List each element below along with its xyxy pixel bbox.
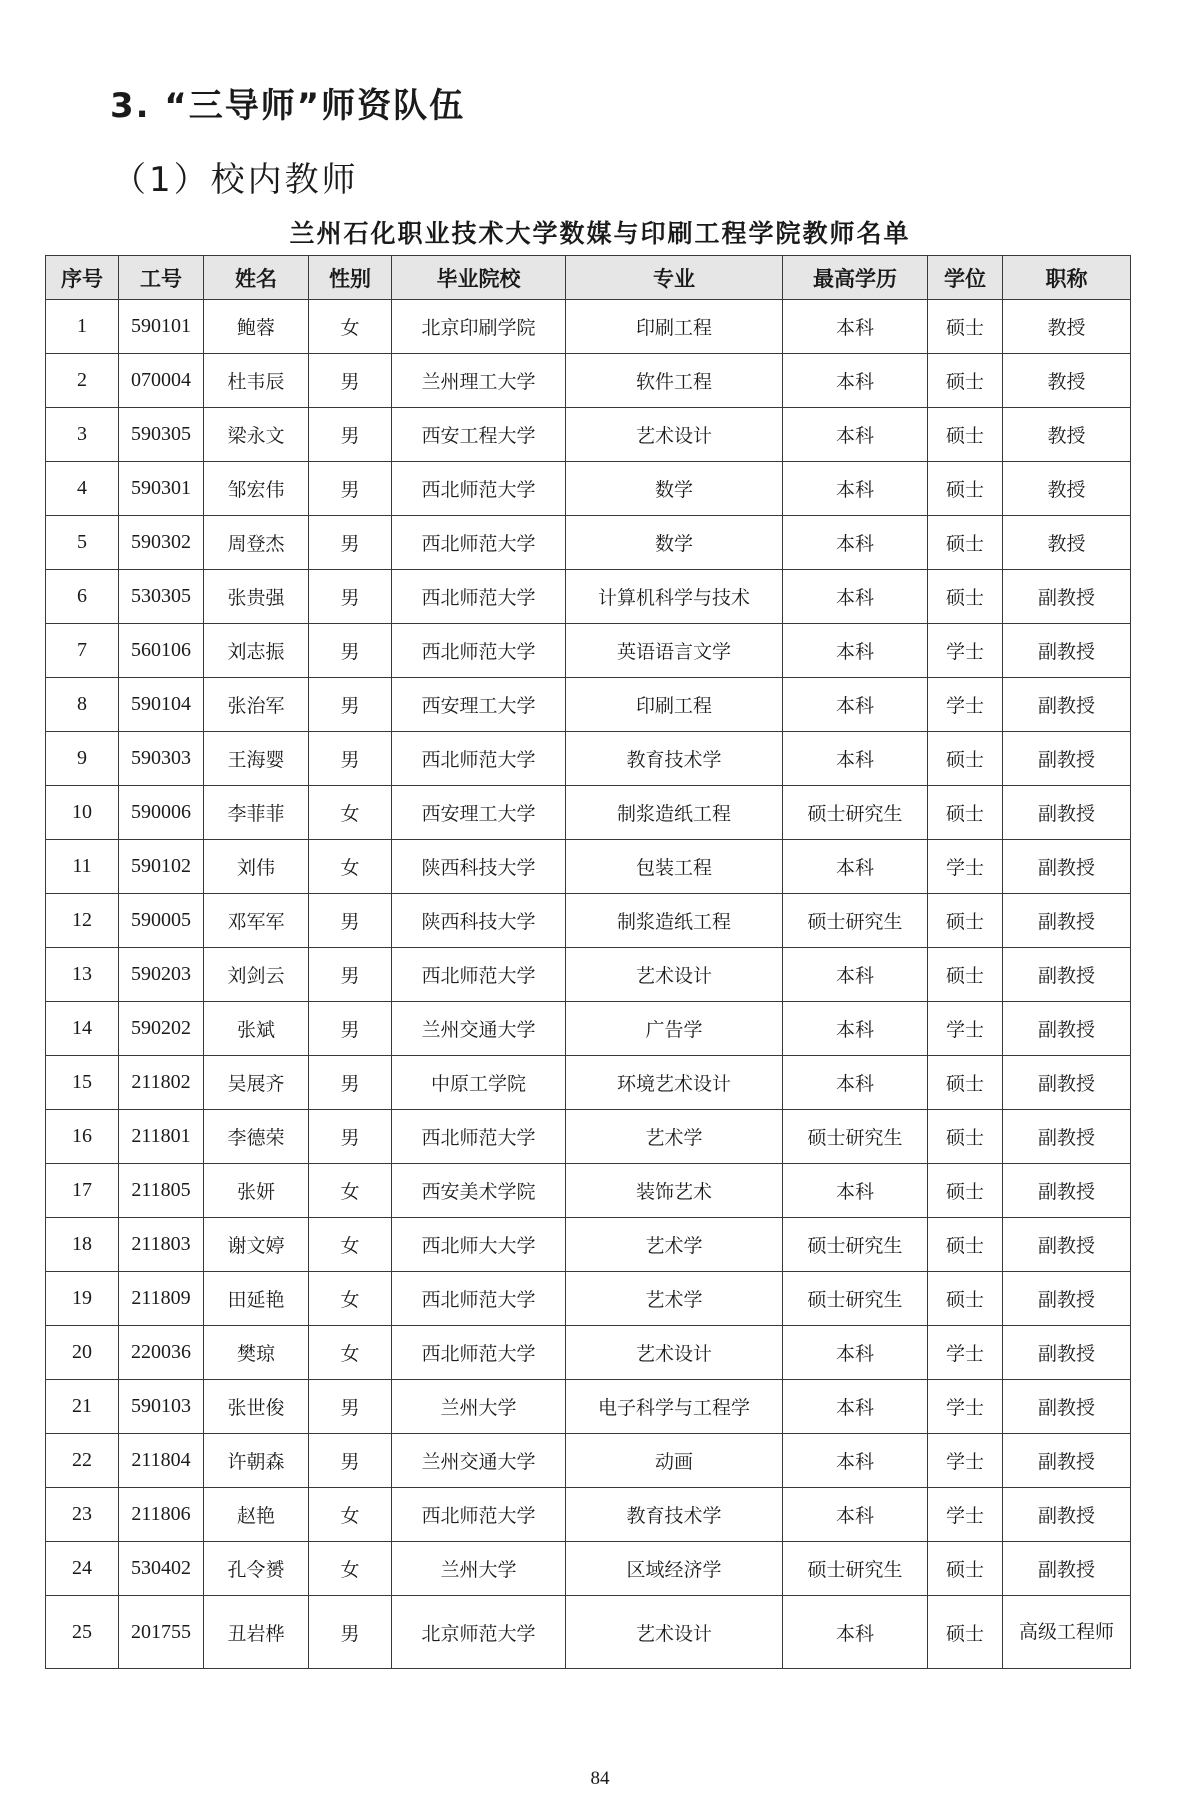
cell-name: 谢文婷 [204, 1218, 309, 1272]
cell-education: 硕士研究生 [783, 894, 928, 948]
col-header-staff-id: 工号 [119, 256, 204, 300]
cell-education: 本科 [783, 1056, 928, 1110]
cell-gender: 男 [309, 1110, 392, 1164]
cell-alma-mater: 西北师范大学 [392, 1488, 566, 1542]
col-header-education: 最高学历 [783, 256, 928, 300]
table-row [46, 1488, 1131, 1542]
cell-gender: 男 [309, 624, 392, 678]
cell-index: 24 [46, 1542, 119, 1596]
cell-alma-mater: 北京师范大学 [392, 1596, 566, 1669]
cell-index: 16 [46, 1110, 119, 1164]
cell-gender: 男 [309, 1056, 392, 1110]
cell-gender: 女 [309, 786, 392, 840]
cell-education: 本科 [783, 1380, 928, 1434]
cell-staff-id: 211806 [119, 1488, 204, 1542]
table-row [46, 732, 1131, 786]
table-row [46, 1056, 1131, 1110]
cell-title: 副教授 [1003, 1218, 1131, 1272]
col-header-index: 序号 [46, 256, 119, 300]
cell-major: 艺术设计 [566, 948, 783, 1002]
cell-education: 硕士研究生 [783, 786, 928, 840]
cell-gender: 男 [309, 408, 392, 462]
cell-name: 刘剑云 [204, 948, 309, 1002]
col-header-degree: 学位 [928, 256, 1003, 300]
cell-alma-mater: 兰州交通大学 [392, 1434, 566, 1488]
cell-degree: 学士 [928, 1002, 1003, 1056]
cell-title: 副教授 [1003, 948, 1131, 1002]
cell-alma-mater: 中原工学院 [392, 1056, 566, 1110]
cell-title: 副教授 [1003, 732, 1131, 786]
cell-degree: 学士 [928, 1326, 1003, 1380]
col-header-alma-mater: 毕业院校 [392, 256, 566, 300]
cell-name: 李菲菲 [204, 786, 309, 840]
cell-index: 21 [46, 1380, 119, 1434]
cell-education: 本科 [783, 1596, 928, 1669]
cell-degree: 硕士 [928, 354, 1003, 408]
col-header-major: 专业 [566, 256, 783, 300]
cell-major: 印刷工程 [566, 678, 783, 732]
cell-alma-mater: 西北师大大学 [392, 1218, 566, 1272]
cell-staff-id: 590202 [119, 1002, 204, 1056]
cell-major: 艺术学 [566, 1272, 783, 1326]
cell-degree: 学士 [928, 1488, 1003, 1542]
cell-education: 本科 [783, 462, 928, 516]
cell-title: 副教授 [1003, 1434, 1131, 1488]
cell-staff-id: 590102 [119, 840, 204, 894]
cell-alma-mater: 陕西科技大学 [392, 894, 566, 948]
cell-alma-mater: 西安工程大学 [392, 408, 566, 462]
cell-title: 教授 [1003, 408, 1131, 462]
cell-major: 计算机科学与技术 [566, 570, 783, 624]
cell-gender: 女 [309, 1542, 392, 1596]
cell-name: 张贵强 [204, 570, 309, 624]
cell-staff-id: 590006 [119, 786, 204, 840]
cell-index: 10 [46, 786, 119, 840]
cell-index: 2 [46, 354, 119, 408]
cell-name: 鲍蓉 [204, 300, 309, 354]
table-row [46, 462, 1131, 516]
cell-education: 本科 [783, 300, 928, 354]
cell-title: 副教授 [1003, 1488, 1131, 1542]
table-row [46, 354, 1131, 408]
cell-education: 本科 [783, 840, 928, 894]
cell-degree: 硕士 [928, 570, 1003, 624]
cell-major: 包装工程 [566, 840, 783, 894]
cell-title: 副教授 [1003, 1542, 1131, 1596]
cell-staff-id: 590104 [119, 678, 204, 732]
cell-gender: 男 [309, 948, 392, 1002]
table-header-row [46, 256, 1131, 300]
cell-gender: 男 [309, 516, 392, 570]
cell-alma-mater: 西北师范大学 [392, 1272, 566, 1326]
cell-staff-id: 220036 [119, 1326, 204, 1380]
cell-title: 副教授 [1003, 1272, 1131, 1326]
section-title: 3. “三导师”师资队伍 [110, 86, 466, 126]
cell-degree: 硕士 [928, 1542, 1003, 1596]
cell-staff-id: 530305 [119, 570, 204, 624]
cell-name: 田延艳 [204, 1272, 309, 1326]
cell-index: 13 [46, 948, 119, 1002]
subsection-title: （1）校内教师 [112, 160, 359, 200]
cell-index: 22 [46, 1434, 119, 1488]
cell-degree: 硕士 [928, 1218, 1003, 1272]
cell-major: 艺术设计 [566, 1326, 783, 1380]
cell-alma-mater: 西北师范大学 [392, 516, 566, 570]
cell-staff-id: 211804 [119, 1434, 204, 1488]
cell-title: 副教授 [1003, 1326, 1131, 1380]
cell-major: 教育技术学 [566, 1488, 783, 1542]
cell-degree: 硕士 [928, 786, 1003, 840]
cell-staff-id: 211802 [119, 1056, 204, 1110]
cell-education: 本科 [783, 1002, 928, 1056]
cell-gender: 女 [309, 1488, 392, 1542]
cell-degree: 硕士 [928, 1272, 1003, 1326]
cell-major: 制浆造纸工程 [566, 786, 783, 840]
cell-index: 23 [46, 1488, 119, 1542]
cell-name: 张治军 [204, 678, 309, 732]
cell-major: 装饰艺术 [566, 1164, 783, 1218]
table-row [46, 516, 1131, 570]
cell-index: 7 [46, 624, 119, 678]
cell-alma-mater: 西北师范大学 [392, 732, 566, 786]
cell-title: 副教授 [1003, 1164, 1131, 1218]
table-caption: 兰州石化职业技术大学数媒与印刷工程学院教师名单 [289, 219, 911, 248]
cell-title: 副教授 [1003, 1380, 1131, 1434]
cell-degree: 硕士 [928, 1596, 1003, 1669]
cell-degree: 学士 [928, 678, 1003, 732]
cell-education: 本科 [783, 570, 928, 624]
table-row [46, 1542, 1131, 1596]
cell-degree: 学士 [928, 624, 1003, 678]
cell-name: 王海婴 [204, 732, 309, 786]
cell-title: 副教授 [1003, 1002, 1131, 1056]
table-row [46, 1164, 1131, 1218]
cell-education: 本科 [783, 1164, 928, 1218]
cell-degree: 硕士 [928, 732, 1003, 786]
cell-name: 赵艳 [204, 1488, 309, 1542]
table-row [46, 1110, 1131, 1164]
cell-gender: 女 [309, 1218, 392, 1272]
cell-name: 吴展齐 [204, 1056, 309, 1110]
table-row [46, 624, 1131, 678]
table-row [46, 1218, 1131, 1272]
cell-name: 张妍 [204, 1164, 309, 1218]
page-number: 84 [590, 1768, 610, 1789]
cell-index: 14 [46, 1002, 119, 1056]
cell-major: 区域经济学 [566, 1542, 783, 1596]
cell-staff-id: 211801 [119, 1110, 204, 1164]
cell-gender: 男 [309, 1434, 392, 1488]
table-body [46, 300, 1131, 1669]
cell-title: 高级工程师 [1003, 1596, 1131, 1669]
cell-staff-id: 590302 [119, 516, 204, 570]
cell-degree: 硕士 [928, 300, 1003, 354]
table-row [46, 1380, 1131, 1434]
cell-degree: 硕士 [928, 516, 1003, 570]
cell-title: 副教授 [1003, 624, 1131, 678]
cell-alma-mater: 西北师范大学 [392, 948, 566, 1002]
cell-degree: 硕士 [928, 894, 1003, 948]
col-header-name: 姓名 [204, 256, 309, 300]
cell-education: 硕士研究生 [783, 1272, 928, 1326]
cell-major: 数学 [566, 462, 783, 516]
cell-title: 教授 [1003, 516, 1131, 570]
cell-gender: 女 [309, 840, 392, 894]
cell-alma-mater: 兰州大学 [392, 1380, 566, 1434]
cell-staff-id: 590303 [119, 732, 204, 786]
cell-gender: 男 [309, 354, 392, 408]
cell-gender: 女 [309, 1326, 392, 1380]
cell-education: 硕士研究生 [783, 1110, 928, 1164]
cell-major: 数学 [566, 516, 783, 570]
cell-major: 电子科学与工程学 [566, 1380, 783, 1434]
cell-staff-id: 070004 [119, 354, 204, 408]
cell-education: 本科 [783, 354, 928, 408]
cell-name: 许朝森 [204, 1434, 309, 1488]
table-row [46, 1596, 1131, 1669]
cell-title: 副教授 [1003, 786, 1131, 840]
cell-index: 1 [46, 300, 119, 354]
cell-staff-id: 590301 [119, 462, 204, 516]
cell-alma-mater: 西安理工大学 [392, 786, 566, 840]
cell-degree: 学士 [928, 1434, 1003, 1488]
cell-staff-id: 211805 [119, 1164, 204, 1218]
cell-education: 本科 [783, 678, 928, 732]
cell-name: 邹宏伟 [204, 462, 309, 516]
cell-alma-mater: 北京印刷学院 [392, 300, 566, 354]
cell-alma-mater: 兰州交通大学 [392, 1002, 566, 1056]
cell-education: 本科 [783, 948, 928, 1002]
cell-major: 英语语言文学 [566, 624, 783, 678]
cell-major: 制浆造纸工程 [566, 894, 783, 948]
cell-index: 17 [46, 1164, 119, 1218]
cell-name: 刘伟 [204, 840, 309, 894]
table-row [46, 894, 1131, 948]
table-row [46, 408, 1131, 462]
table-row [46, 1272, 1131, 1326]
cell-gender: 女 [309, 1272, 392, 1326]
cell-index: 3 [46, 408, 119, 462]
cell-degree: 学士 [928, 1380, 1003, 1434]
table-row [46, 840, 1131, 894]
cell-alma-mater: 陕西科技大学 [392, 840, 566, 894]
cell-index: 5 [46, 516, 119, 570]
cell-education: 本科 [783, 624, 928, 678]
cell-gender: 男 [309, 678, 392, 732]
cell-title: 教授 [1003, 300, 1131, 354]
cell-index: 4 [46, 462, 119, 516]
table-row [46, 1326, 1131, 1380]
cell-name: 张世俊 [204, 1380, 309, 1434]
cell-name: 孔令赟 [204, 1542, 309, 1596]
table-row [46, 948, 1131, 1002]
cell-degree: 硕士 [928, 1056, 1003, 1110]
cell-education: 本科 [783, 1488, 928, 1542]
cell-name: 刘志振 [204, 624, 309, 678]
cell-major: 软件工程 [566, 354, 783, 408]
cell-education: 本科 [783, 1326, 928, 1380]
cell-name: 李德荣 [204, 1110, 309, 1164]
cell-degree: 硕士 [928, 948, 1003, 1002]
cell-education: 本科 [783, 408, 928, 462]
col-header-gender: 性别 [309, 256, 392, 300]
cell-major: 艺术学 [566, 1110, 783, 1164]
cell-gender: 男 [309, 462, 392, 516]
cell-alma-mater: 西安理工大学 [392, 678, 566, 732]
table-row [46, 1002, 1131, 1056]
cell-gender: 男 [309, 1380, 392, 1434]
table-row [46, 678, 1131, 732]
cell-alma-mater: 兰州理工大学 [392, 354, 566, 408]
table-row [46, 786, 1131, 840]
cell-name: 梁永文 [204, 408, 309, 462]
cell-staff-id: 590005 [119, 894, 204, 948]
cell-title: 副教授 [1003, 1110, 1131, 1164]
cell-index: 25 [46, 1596, 119, 1669]
cell-gender: 女 [309, 300, 392, 354]
cell-education: 本科 [783, 1434, 928, 1488]
cell-gender: 男 [309, 570, 392, 624]
cell-alma-mater: 西北师范大学 [392, 624, 566, 678]
cell-staff-id: 590305 [119, 408, 204, 462]
cell-alma-mater: 西北师范大学 [392, 570, 566, 624]
cell-index: 12 [46, 894, 119, 948]
cell-gender: 男 [309, 732, 392, 786]
cell-major: 动画 [566, 1434, 783, 1488]
cell-alma-mater: 西北师范大学 [392, 1326, 566, 1380]
cell-title: 教授 [1003, 462, 1131, 516]
cell-major: 教育技术学 [566, 732, 783, 786]
cell-gender: 男 [309, 1002, 392, 1056]
cell-index: 6 [46, 570, 119, 624]
cell-alma-mater: 西北师范大学 [392, 1110, 566, 1164]
cell-staff-id: 560106 [119, 624, 204, 678]
cell-title: 副教授 [1003, 570, 1131, 624]
cell-title: 副教授 [1003, 894, 1131, 948]
cell-staff-id: 201755 [119, 1596, 204, 1669]
cell-degree: 硕士 [928, 1164, 1003, 1218]
cell-gender: 女 [309, 1164, 392, 1218]
cell-staff-id: 590101 [119, 300, 204, 354]
table-row [46, 300, 1131, 354]
cell-staff-id: 590103 [119, 1380, 204, 1434]
cell-major: 艺术设计 [566, 408, 783, 462]
cell-alma-mater: 西安美术学院 [392, 1164, 566, 1218]
cell-alma-mater: 西北师范大学 [392, 462, 566, 516]
cell-name: 周登杰 [204, 516, 309, 570]
cell-gender: 男 [309, 894, 392, 948]
cell-gender: 男 [309, 1596, 392, 1669]
cell-education: 本科 [783, 516, 928, 570]
cell-name: 樊琼 [204, 1326, 309, 1380]
cell-name: 丑岩桦 [204, 1596, 309, 1669]
cell-education: 硕士研究生 [783, 1218, 928, 1272]
col-header-title: 职称 [1003, 256, 1131, 300]
cell-degree: 硕士 [928, 1110, 1003, 1164]
cell-staff-id: 211809 [119, 1272, 204, 1326]
cell-title: 副教授 [1003, 1056, 1131, 1110]
cell-name: 邓军军 [204, 894, 309, 948]
cell-staff-id: 211803 [119, 1218, 204, 1272]
cell-major: 环境艺术设计 [566, 1056, 783, 1110]
cell-index: 8 [46, 678, 119, 732]
cell-index: 15 [46, 1056, 119, 1110]
cell-index: 20 [46, 1326, 119, 1380]
cell-major: 艺术设计 [566, 1596, 783, 1669]
cell-major: 艺术学 [566, 1218, 783, 1272]
cell-index: 11 [46, 840, 119, 894]
cell-major: 广告学 [566, 1002, 783, 1056]
table-row [46, 570, 1131, 624]
cell-title: 副教授 [1003, 678, 1131, 732]
cell-title: 副教授 [1003, 840, 1131, 894]
cell-major: 印刷工程 [566, 300, 783, 354]
table-row [46, 1434, 1131, 1488]
cell-title: 教授 [1003, 354, 1131, 408]
cell-education: 硕士研究生 [783, 1542, 928, 1596]
cell-degree: 硕士 [928, 462, 1003, 516]
cell-staff-id: 590203 [119, 948, 204, 1002]
cell-name: 杜韦辰 [204, 354, 309, 408]
cell-staff-id: 530402 [119, 1542, 204, 1596]
cell-degree: 硕士 [928, 408, 1003, 462]
cell-degree: 学士 [928, 840, 1003, 894]
cell-alma-mater: 兰州大学 [392, 1542, 566, 1596]
cell-index: 19 [46, 1272, 119, 1326]
cell-index: 9 [46, 732, 119, 786]
cell-name: 张斌 [204, 1002, 309, 1056]
cell-education: 本科 [783, 732, 928, 786]
teacher-roster-table [45, 255, 1131, 1669]
cell-index: 18 [46, 1218, 119, 1272]
